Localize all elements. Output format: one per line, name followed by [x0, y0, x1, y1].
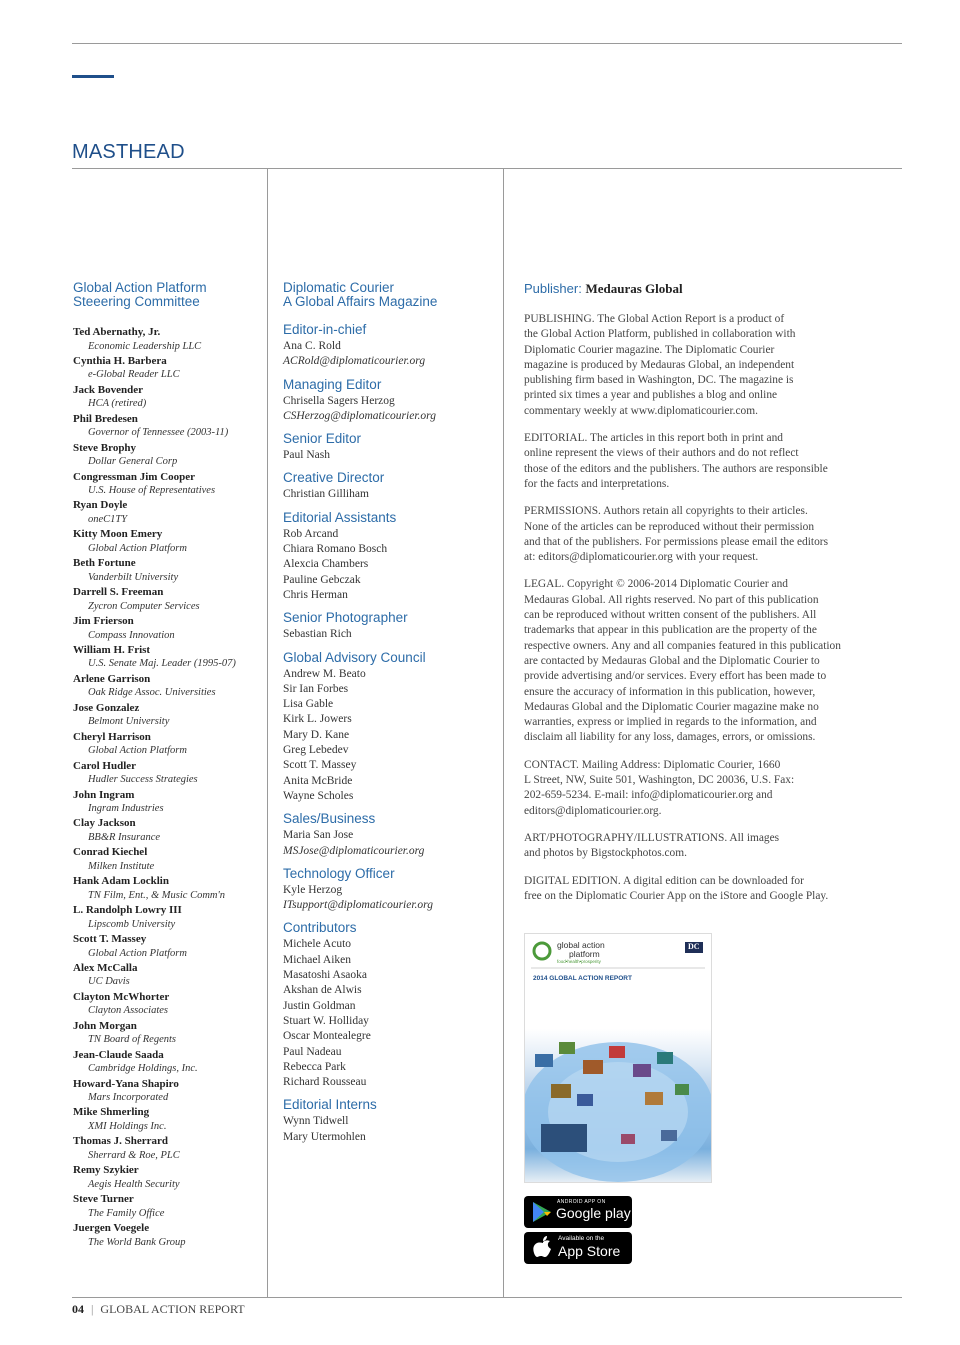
committee-member: [73, 412, 263, 441]
member-name: Steve Turner: [73, 1193, 134, 1206]
committee-member: [73, 354, 263, 383]
google-play-text: Google play: [556, 1205, 631, 1221]
member-affiliation: Belmont University: [88, 716, 170, 728]
staff-name: Greg Lebedev: [283, 744, 349, 757]
member-affiliation: HCA (retired): [88, 398, 147, 410]
staff-section: [283, 1098, 498, 1145]
committee-member: [73, 1192, 263, 1221]
publisher-name: Medauras Global: [585, 281, 683, 296]
staff-section-heading: Global Advisory Council: [283, 649, 426, 665]
committee-member: [73, 672, 263, 701]
member-name: John Ingram: [73, 788, 135, 801]
staff-name: Pauline Gebczak: [283, 573, 361, 586]
paragraph-line: trademarks that appear in this publication are the property of the: [524, 624, 817, 637]
committee-member: [73, 470, 263, 499]
staff-name: Chrisella Sagers Herzog: [283, 394, 395, 407]
staff-section: [283, 432, 498, 463]
committee-member: [73, 527, 263, 556]
cover-report-title: 2014 GLOBAL ACTION REPORT: [533, 975, 632, 982]
paragraph-line: publishing firm based in Washington, DC. The magazine is: [524, 374, 794, 387]
apple-icon: [533, 1236, 553, 1260]
publisher-label: Publisher:: [524, 281, 582, 296]
paragraph-line: can be reproduced without written consent of the publishers. All: [524, 609, 817, 622]
app-store-small: Available on the: [558, 1235, 605, 1242]
staff-section: [283, 471, 498, 502]
member-name: Cheryl Harrison: [73, 730, 151, 743]
paragraph-line: for the facts and interpretations.: [524, 477, 670, 490]
paragraph-line: disclaim all liability for any loss, damages, errors, or omissions.: [524, 731, 816, 744]
member-affiliation: Mars Incorporated: [88, 1092, 169, 1104]
column-divider-1: [267, 168, 268, 1297]
member-affiliation: Aegis Health Security: [88, 1178, 180, 1190]
publisher-paragraph: [524, 431, 884, 492]
member-name: Phil Bredesen: [73, 412, 138, 425]
committee-member: [73, 585, 263, 614]
staff-name: Kyle Herzog: [283, 883, 343, 896]
paragraph-line: free on the Diplomatic Courier App on the iStore and Google Play.: [524, 889, 829, 902]
paragraph-line: magazine is produced by Medauras Global, an independent: [524, 358, 795, 371]
publisher-paragraph: [524, 758, 884, 819]
publisher-paragraph: [524, 577, 884, 745]
committee-member: [73, 1221, 263, 1250]
member-name: Jack Bovender: [73, 383, 143, 396]
member-name: Jim Frierson: [73, 615, 134, 628]
member-affiliation: Zycron Computer Services: [88, 600, 200, 612]
paragraph-line: those of the editors and the publishers. The authors are responsible: [524, 462, 828, 475]
member-name: Beth Fortune: [73, 557, 136, 570]
staff-name: Anita McBride: [283, 774, 353, 787]
dc-section-list: [283, 323, 498, 1145]
paragraph-line: ART/PHOTOGRAPHY/ILLUSTRATIONS. All images: [524, 831, 780, 844]
staff-section-heading: Creative Director: [283, 470, 385, 486]
committee-member: [73, 701, 263, 730]
publisher-paragraph: [524, 312, 884, 419]
paragraph-line: provide advertising and/or services. Every effort has been made to: [524, 670, 827, 683]
member-name: Juergen Voegele: [73, 1222, 150, 1235]
staff-name: Michael Aiken: [283, 953, 352, 966]
staff-name: Mary D. Kane: [283, 728, 350, 741]
paragraph-line: ensure the accuracy of information in this publication, however,: [524, 685, 816, 698]
committee-member: [73, 816, 263, 845]
member-affiliation: Global Action Platform: [88, 745, 187, 757]
committee-member: [73, 932, 263, 961]
member-affiliation: Global Action Platform: [88, 947, 187, 959]
top-rule: [72, 43, 902, 44]
page-footer: [72, 1302, 245, 1317]
member-name: Cynthia H. Barbera: [73, 354, 167, 367]
staff-name: Justin Goldman: [283, 999, 356, 1012]
staff-name: Wayne Scholes: [283, 789, 354, 802]
cover-logo-line1: global action: [557, 940, 605, 950]
member-affiliation: Vanderbilt University: [88, 571, 179, 583]
bottom-rule: [72, 1297, 902, 1298]
footer-separator: |: [91, 1302, 94, 1316]
member-affiliation: The World Bank Group: [88, 1236, 186, 1248]
staff-section-heading: Sales/Business: [283, 811, 376, 827]
paragraph-line: respective owners. Any and all companies featured in this publication: [524, 639, 841, 652]
committee-member: [73, 325, 263, 354]
staff-name: Sebastian Rich: [283, 628, 352, 641]
staff-name: Chris Herman: [283, 588, 348, 601]
staff-name: Sir Ian Forbes: [283, 682, 349, 695]
member-affiliation: U.S. House of Representatives: [88, 485, 216, 497]
staff-email: ACRold@diplomaticourier.org: [283, 355, 426, 368]
member-name: Clay Jackson: [73, 817, 136, 830]
staff-name: Masatoshi Asaoka: [283, 969, 368, 982]
staff-section: [283, 651, 498, 805]
member-name: John Morgan: [73, 1019, 137, 1032]
page-title: MASTHEAD: [72, 141, 185, 163]
paragraph-line: online represent the views of their authors and do not reflect: [524, 447, 799, 460]
member-affiliation: U.S. Senate Maj. Leader (1995-07): [88, 658, 236, 670]
cover-dc-mark: DC: [688, 942, 700, 951]
staff-email: MSJose@diplomaticourier.org: [283, 844, 425, 857]
committee-member: [73, 845, 263, 874]
publisher-paragraph: [524, 874, 884, 905]
member-name: Hank Adam Locklin: [73, 875, 169, 888]
committee-member: [73, 556, 263, 585]
committee-member: [73, 788, 263, 817]
staff-name: Michele Acuto: [283, 938, 352, 951]
paragraph-line: at: editors@diplomaticourier.org with your request.: [524, 551, 759, 564]
staff-section: [283, 611, 498, 642]
member-name: Conrad Kiechel: [73, 846, 148, 859]
member-name: Remy Szykier: [73, 1164, 139, 1177]
member-affiliation: Global Action Platform: [88, 542, 187, 554]
steering-committee-column: [73, 281, 263, 1250]
committee-member: [73, 1077, 263, 1106]
steering-member-list: [73, 325, 263, 1250]
staff-section-heading: Senior Editor: [283, 431, 362, 447]
member-name: Mike Shmerling: [73, 1106, 150, 1119]
staff-section-heading: Contributors: [283, 920, 357, 936]
member-affiliation: Clayton Associates: [88, 1005, 169, 1017]
member-affiliation: Dollar General Corp: [88, 456, 178, 468]
member-name: Ryan Doyle: [73, 499, 128, 512]
paragraph-line: printed six times a year and publishes a blog and online: [524, 389, 778, 402]
staff-section: [283, 867, 498, 914]
staff-section-heading: Senior Photographer: [283, 610, 408, 626]
google-play-badge[interactable]: [524, 1196, 632, 1228]
staff-name: Mary Utermohlen: [283, 1130, 366, 1143]
committee-member: [73, 1019, 263, 1048]
member-name: Arlene Garrison: [73, 672, 151, 685]
member-affiliation: Compass Innovation: [88, 629, 175, 641]
paragraph-line: editors@diplomaticourier.org.: [524, 804, 662, 817]
paragraph-line: L Street, NW, Suite 501, Washington, DC 20036, U.S. Fax:: [524, 774, 795, 787]
paragraph-line: the Global Action Platform, published in collaboration with: [524, 328, 796, 341]
committee-member: [73, 1048, 263, 1077]
committee-member: [73, 961, 263, 990]
paragraph-line: DIGITAL EDITION. A digital edition can be downloaded for: [524, 874, 804, 887]
staff-section-heading: Editor-in-chief: [283, 322, 367, 337]
paragraph-line: 202-659-5234. E-mail: info@diplomaticourier.org and: [524, 789, 773, 802]
paragraph-line: are contacted by Medauras Global and the Diplomatic Courier to: [524, 654, 820, 667]
page-number: 04: [72, 1302, 84, 1316]
staff-name: Paul Nash: [283, 449, 330, 462]
cover-logo-line2: platform: [569, 949, 600, 959]
member-name: Scott T. Massey: [73, 933, 147, 946]
dc-title-line2: A Global Affairs Magazine: [283, 294, 438, 309]
paragraph-line: EDITORIAL. The articles in this report both in print and: [524, 432, 783, 445]
staff-section-heading: Technology Officer: [283, 865, 395, 881]
staff-name: Akshan de Alwis: [283, 984, 362, 997]
staff-section: [283, 812, 498, 859]
member-name: Steve Brophy: [73, 441, 137, 454]
staff-name: Wynn Tidwell: [283, 1115, 349, 1128]
staff-section: [283, 323, 498, 370]
staff-name: Paul Nadeau: [283, 1045, 342, 1058]
google-play-icon: [530, 1200, 554, 1224]
member-affiliation: Governor of Tennessee (2003-11): [88, 427, 229, 439]
staff-section: [283, 378, 498, 425]
staff-name: Rebecca Park: [283, 1060, 346, 1073]
cover-photo: [541, 1124, 587, 1152]
publisher-paragraph: [524, 831, 884, 862]
app-store-badge[interactable]: [524, 1232, 632, 1264]
column-divider-2: [503, 168, 504, 1297]
committee-member: [73, 874, 263, 903]
staff-section: [283, 511, 498, 603]
paragraph-line: Medauras Global. All rights reserved. No part of this publication: [524, 593, 819, 606]
committee-member: [73, 441, 263, 470]
member-affiliation: Lipscomb University: [88, 918, 176, 930]
staff-name: Oscar Montealegre: [283, 1030, 371, 1043]
member-affiliation: XMI Holdings Inc.: [88, 1120, 167, 1132]
member-name: Carol Hudler: [73, 759, 137, 772]
member-affiliation: TN Board of Regents: [88, 1034, 176, 1046]
member-affiliation: Oak Ridge Assoc. Universities: [88, 687, 216, 699]
diplomatic-courier-column: [283, 281, 498, 1153]
staff-name: Scott T. Massey: [283, 759, 357, 772]
dc-title-line1: Diplomatic Courier: [283, 280, 395, 295]
staff-name: Kirk L. Jowers: [283, 713, 352, 726]
member-affiliation: Ingram Industries: [88, 803, 164, 814]
paragraph-line: None of the articles can be reproduced without their permission: [524, 520, 815, 533]
report-cover-image: [524, 933, 712, 1183]
member-affiliation: TN Film, Ent., & Music Comm'n: [88, 889, 225, 901]
staff-email: CSHerzog@diplomaticourier.org: [283, 409, 436, 422]
gap-logo-icon: [534, 943, 550, 959]
committee-member: [73, 990, 263, 1019]
staff-name: Christian Gilliham: [283, 488, 369, 501]
member-name: Jean-Claude Saada: [73, 1048, 164, 1061]
staff-name: Chiara Romano Bosch: [283, 543, 388, 556]
committee-member: [73, 1163, 263, 1192]
paragraph-line: and photos by Bigstockphotos.com.: [524, 847, 687, 860]
staff-section-heading: Managing Editor: [283, 376, 382, 392]
staff-name: Lisa Gable: [283, 698, 334, 711]
member-name: Congressman Jim Cooper: [73, 470, 196, 483]
member-affiliation: UC Davis: [88, 976, 130, 988]
paragraph-line: and that of the publishers. For permissions please email the editors: [524, 535, 829, 548]
staff-name: Ana C. Rold: [283, 340, 341, 352]
staff-email: ITsupport@diplomaticourier.org: [283, 899, 433, 912]
google-play-small: ANDROID APP ON: [557, 1199, 606, 1205]
publisher-paragraph: [524, 504, 884, 565]
member-name: Ted Abernathy, Jr.: [73, 326, 161, 338]
steering-title-line2: Steeering Committee: [73, 294, 200, 309]
publisher-heading: [524, 281, 884, 297]
paragraph-line: LEGAL. Copyright © 2006-2014 Diplomatic Courier and: [524, 578, 788, 591]
publisher-paragraphs: [524, 312, 884, 904]
committee-member: [73, 1105, 263, 1134]
committee-member: [73, 1134, 263, 1163]
paragraph-line: Diplomatic Courier magazine. The Diplomatic Courier: [524, 343, 775, 356]
staff-name: Maria San Jose: [283, 829, 354, 842]
committee-member: [73, 383, 263, 412]
member-affiliation: e-Global Reader LLC: [88, 369, 180, 381]
member-name: L. Randolph Lowry III: [73, 904, 182, 917]
footer-label: GLOBAL ACTION REPORT: [100, 1302, 245, 1316]
steering-title-line1: Global Action Platform: [73, 280, 207, 295]
staff-section-heading: Editorial Assistants: [283, 509, 397, 525]
member-name: William H. Frist: [73, 643, 151, 656]
member-affiliation: Sherrard & Roe, PLC: [88, 1149, 180, 1161]
paragraph-line: CONTACT. Mailing Address: Diplomatic Courier, 1660: [524, 758, 781, 771]
member-affiliation: Economic Leadership LLC: [88, 340, 202, 352]
staff-name: Richard Rousseau: [283, 1076, 367, 1089]
member-name: Clayton McWhorter: [73, 990, 170, 1003]
member-affiliation: The Family Office: [88, 1207, 165, 1219]
paragraph-line: commentary weekly at www.diplomaticourier.com.: [524, 404, 758, 417]
member-name: Jose Gonzalez: [73, 701, 140, 714]
member-name: Kitty Moon Emery: [73, 528, 163, 541]
paragraph-line: PERMISSIONS. Authors retain all copyrights to their articles.: [524, 505, 808, 518]
committee-member: [73, 498, 263, 527]
committee-member: [73, 643, 263, 672]
paragraph-line: PUBLISHING. The Global Action Report is a product of: [524, 313, 785, 325]
member-affiliation: Cambridge Holdings, Inc.: [88, 1063, 198, 1075]
member-name: Alex McCalla: [73, 961, 138, 974]
committee-member: [73, 903, 263, 932]
committee-member: [73, 614, 263, 643]
cover-logo-tagline: food•health•prosperity: [557, 959, 601, 964]
staff-name: Alexcia Chambers: [283, 558, 369, 571]
staff-section: [283, 921, 498, 1090]
member-affiliation: Hudler Success Strategies: [88, 774, 198, 786]
publisher-column: [524, 281, 884, 916]
accent-bar: [72, 75, 114, 78]
committee-member: [73, 730, 263, 759]
member-affiliation: BB&R Insurance: [88, 831, 161, 843]
app-store-text: App Store: [558, 1243, 621, 1259]
staff-name: Andrew M. Beato: [283, 667, 366, 680]
member-name: Darrell S. Freeman: [73, 586, 164, 599]
committee-member: [73, 759, 263, 788]
member-affiliation: oneC1TY: [88, 513, 128, 525]
staff-name: Stuart W. Holliday: [283, 1014, 369, 1027]
member-name: Howard-Yana Shapiro: [73, 1077, 179, 1090]
staff-name: Rob Arcand: [283, 527, 339, 540]
cover-artwork: [525, 934, 711, 1182]
member-affiliation: Milken Institute: [88, 860, 155, 872]
paragraph-line: warranties, express or implied in regards to the information, and: [524, 716, 817, 729]
title-rule: [72, 168, 902, 169]
paragraph-line: Medauras Global and the Diplomatic Courier magazine make no: [524, 700, 819, 713]
staff-section-heading: Editorial Interns: [283, 1097, 377, 1113]
member-name: Thomas J. Sherrard: [73, 1135, 169, 1148]
